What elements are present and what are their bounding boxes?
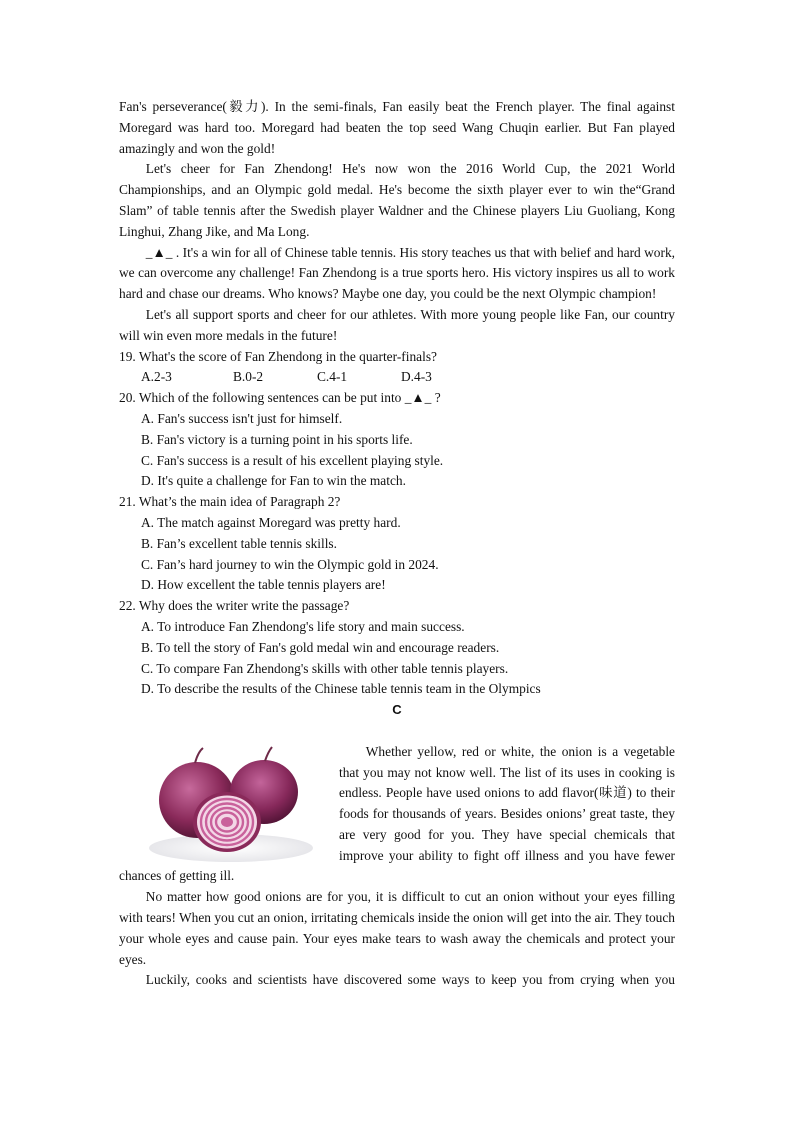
section-spacer [119,721,675,742]
passage-b-paragraph-3: _▲_ . It's a win for all of Chinese table tennis. His story teaches us that with belief and hard work, we can overcome any challenge! Fan Zhendong is a true sports hero. His victory inspires us all to work hard and chase our dreams. Who knows? Maybe one day, you could be the next Olympic champion! [119,244,675,302]
question-21-option-a[interactable]: A. The match against Moregard was pretty hard. [141,514,401,530]
question-21 [119,492,675,596]
question-20-option-d[interactable]: D. It's quite a challenge for Fan to win the match. [141,473,406,489]
question-22 [119,596,675,700]
question-22-option-a[interactable]: A. To introduce Fan Zhendong's life story and main success. [141,618,465,634]
page-content [119,97,675,991]
passage-c-paragraph-1: Whether yellow, red or white, the onion is a vegetable that you may not know well. The list of its uses in cooking is endless. People have used onions to add flavor(味道) to their foods for thousands of years. Besides onions’ great taste, they are very good for you. They have special chemicals that improve your ability to fight off illness and you have fewer chances of getting ill. [119,743,675,884]
question-22-option-d[interactable]: D. To describe the results of the Chinese table tennis team in the Olympics [141,681,541,697]
question-21-stem: 21. What’s the main idea of Paragraph 2? [119,494,341,510]
question-22-stem: 22. Why does the writer write the passage? [119,598,350,614]
question-20 [119,388,675,492]
question-19-option-b[interactable]: B.0-2 [233,369,264,385]
onion-right-stem [265,747,272,761]
passage-b-paragraph-continued: Fan's perseverance(毅力). In the semi-finals, Fan easily beat the French player. The final against Moregard was hard too. Moregard had beaten the top seed Wang Chuqin earlier. But Fan played amazingly and won the gold! [119,99,675,156]
question-19-options [119,367,675,388]
onion-left-stem [195,748,203,763]
question-20-option-b[interactable]: B. Fan's victory is a turning point in his sports life. [141,431,413,447]
passage-b-paragraph-2: Let's cheer for Fan Zhendong! He's now won the 2016 World Cup, the 2021 World Championships, and an Olympic gold medal. He's become the sixth player ever to win the“Grand Slam” of table tennis after the Swedish player Waldner and the Chinese players Liu Guoliang, Kong Linghui, Zhang Jike, and Ma Long. [119,161,675,239]
question-21-option-d[interactable]: D. How excellent the table tennis players are! [141,577,386,593]
passage-b-paragraph-4: Let's all support sports and cheer for our athletes. With more young people like Fan, our country will win even more medals in the future! [119,306,675,343]
question-20-stem: 20. Which of the following sentences can be put into _▲_ ? [119,390,441,406]
question-21-option-b[interactable]: B. Fan’s excellent table tennis skills. [141,535,337,551]
question-19-option-a[interactable]: A.2-3 [141,369,172,385]
question-19-option-c[interactable]: C.4-1 [317,369,348,385]
passage-c-paragraph-2: No matter how good onions are for you, it is difficult to cut an onion without your eyes filling with tears! When you cut an onion, irritating chemicals inside the onion will get into the air. They touch your whole eyes and cause pain. Your eyes make tears to wash away the chemicals and protect your eyes. [119,889,675,967]
onion-half-core [221,817,233,827]
onion-image [119,744,329,866]
question-19-option-d[interactable]: D.4-3 [401,369,432,385]
section-c-heading: C [392,702,402,718]
question-21-option-c[interactable]: C. Fan’s hard journey to win the Olympic gold in 2024. [141,556,439,572]
question-22-option-c[interactable]: C. To compare Fan Zhendong's skills with other table tennis players. [141,660,509,676]
question-19-stem: 19. What's the score of Fan Zhendong in the quarter-finals? [119,348,437,364]
question-19 [119,347,675,389]
question-22-option-b[interactable]: B. To tell the story of Fan's gold medal win and encourage readers. [141,639,500,655]
question-20-option-a[interactable]: A. Fan's success isn't just for himself. [141,410,343,426]
passage-c-intro [119,742,675,888]
question-20-option-c[interactable]: C. Fan's success is a result of his excellent playing style. [141,452,444,468]
passage-c-paragraph-3: Luckily, cooks and scientists have discovered some ways to keep you from crying when you [145,972,675,988]
